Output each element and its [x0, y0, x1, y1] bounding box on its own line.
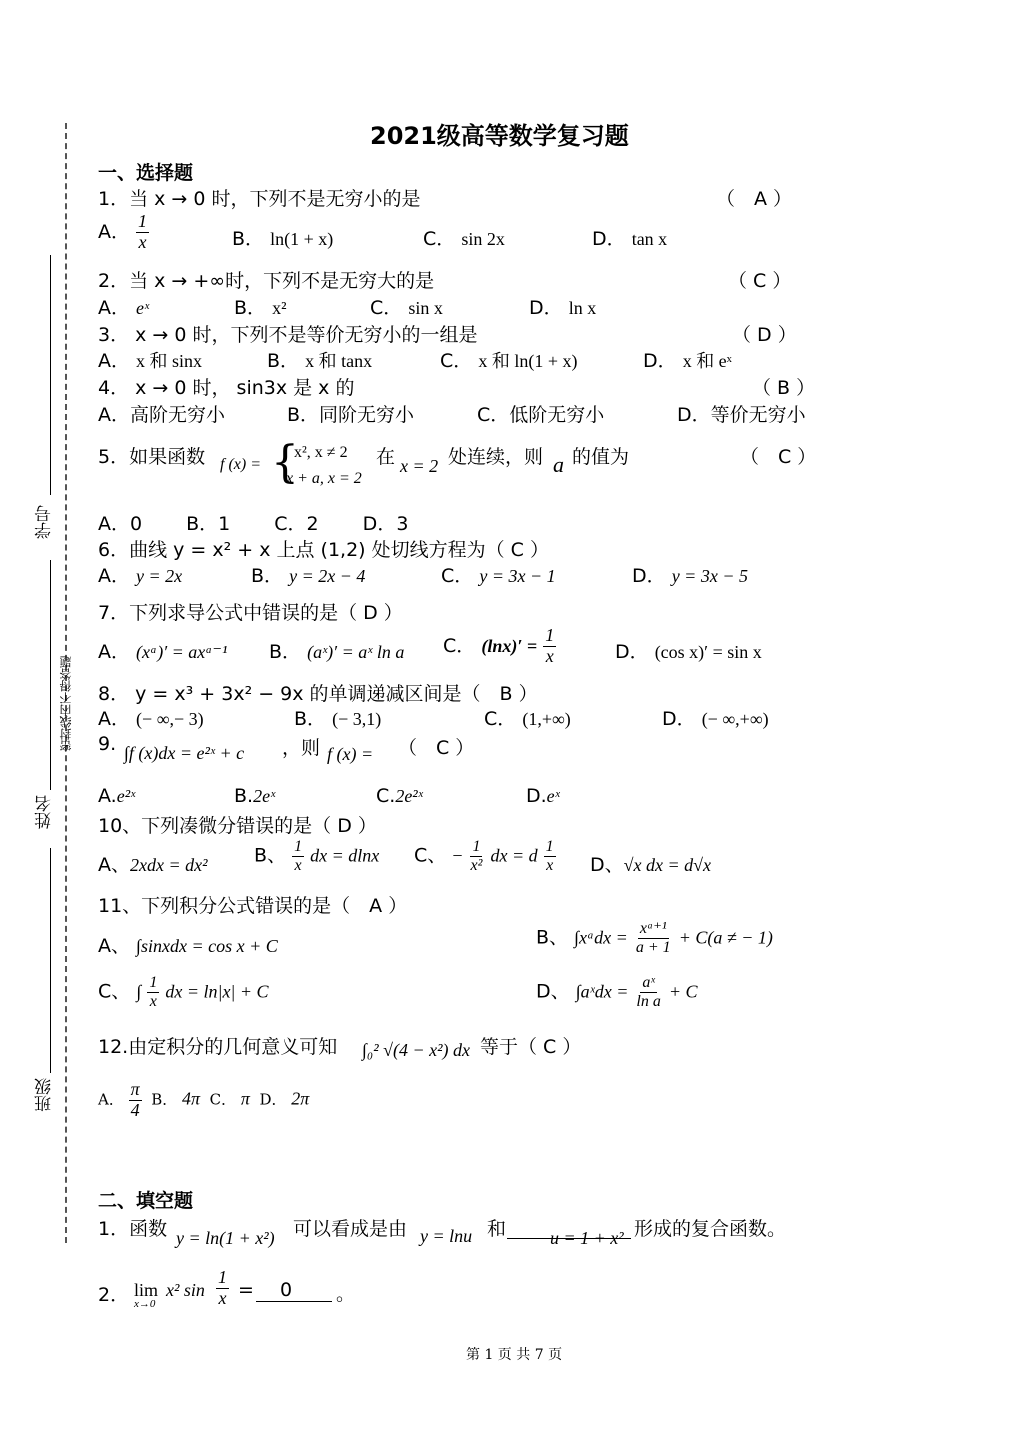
- q3-option-b: [267, 346, 372, 373]
- q11-d-den: ln a: [636, 992, 661, 1010]
- q3-option-c: [440, 346, 577, 373]
- q11-option-a: [98, 931, 278, 958]
- q1-option-b: [232, 224, 333, 251]
- q1-d-label: D．: [592, 228, 626, 250]
- fill2-post: 。: [336, 1283, 356, 1305]
- q9-b-label: B.: [234, 785, 254, 807]
- q5-brace: {: [271, 437, 299, 488]
- q5-mid: 在: [376, 446, 396, 468]
- q12-a-num: π: [130, 1079, 140, 1099]
- q2-a-math: eˣ: [136, 298, 150, 318]
- q10-b-num: 1: [294, 838, 303, 855]
- q12-b-math: 4π: [182, 1088, 201, 1109]
- q12-b-label: B．: [151, 1090, 178, 1109]
- q5-text: 5．如果函数: [98, 446, 206, 468]
- q10-option-b: [254, 838, 379, 874]
- q11-c-num: 1: [149, 974, 158, 991]
- q5-rest: 处连续，则: [448, 446, 544, 468]
- q12-integral: ∫₀² √(4 − x²) dx: [362, 1040, 470, 1060]
- q5-case-1: x², x ≠ 2: [294, 444, 348, 461]
- q5-answer: （ C ）: [740, 446, 817, 468]
- q8-a-label: A．: [98, 708, 130, 730]
- q2-a-label: A．: [98, 297, 130, 319]
- q1-a-label: A．: [98, 220, 130, 243]
- q3-text: 3． x → 0 时，下列不是等价无穷小的一组是: [98, 324, 478, 346]
- q3-b-math: x 和 tanx: [305, 351, 373, 371]
- q6-d-label: D．: [632, 565, 666, 587]
- q9-d-math: eˣ: [546, 786, 560, 806]
- fill2-answer: 0: [280, 1279, 293, 1301]
- q6-option-d: [632, 561, 748, 588]
- q11-c-fraction: [147, 974, 159, 1010]
- q11-text: 11、下列积分公式错误的是（ A ）: [98, 895, 408, 917]
- q3-c-label: C．: [440, 350, 473, 372]
- q11-b-den: a + 1: [635, 938, 671, 956]
- q8-d-label: D．: [662, 708, 696, 730]
- q12-text: 12.由定积分的几何意义可知: [98, 1036, 338, 1058]
- q6-option-c: [441, 561, 556, 588]
- q6-c-label: C．: [441, 565, 474, 587]
- q9-a-label: A.: [98, 785, 117, 807]
- q6-option-b: [251, 561, 365, 588]
- side-underline-1: [50, 255, 51, 495]
- q1-a-fraction: [136, 212, 149, 253]
- q10-b-math: dx = dlnx: [310, 845, 380, 866]
- q4-answer: （ B ）: [752, 377, 816, 399]
- q9-a-math: e²ˣ: [116, 786, 136, 806]
- q11-a-math: ∫sinxdx = cos x + C: [136, 936, 278, 956]
- q10-option-d: [590, 850, 711, 877]
- q7-c-label: C．: [443, 634, 476, 657]
- q12-options: [98, 1080, 309, 1121]
- q2-option-c: [370, 293, 443, 320]
- q5-options: A．0 B．1 C．2 D．3: [98, 513, 409, 535]
- q3-b-label: B．: [267, 350, 300, 372]
- q12-d-label: D．: [259, 1090, 287, 1109]
- q6-text: 6．曲线 y = x² + x 上点 (1,2) 处切线方程为（ C ）: [98, 539, 549, 561]
- q6-b-label: B．: [251, 565, 284, 587]
- q10-c-minus: −: [452, 845, 463, 866]
- q10-d-math: √x dx = d√x: [623, 855, 712, 875]
- fill2-lim-sub: x→0: [134, 1298, 156, 1310]
- q3-a-label: A．: [98, 350, 130, 372]
- q10-b-den: x: [294, 856, 302, 874]
- section-fill-heading: 二、填空题: [98, 1190, 194, 1212]
- q8-b-math: (− 3,1): [332, 709, 382, 729]
- q12-d-math: 2π: [291, 1088, 310, 1109]
- fill1-u: u = 1 + x²: [550, 1228, 624, 1248]
- q7-option-d: [615, 637, 762, 664]
- q6-c-math: y = 3x − 1: [479, 566, 556, 586]
- q10-text: 10、下列凑微分错误的是（ D ）: [98, 815, 377, 837]
- q1-b-label: B．: [232, 228, 265, 250]
- q10-c-num: 1: [472, 838, 481, 855]
- q3-d-label: D．: [643, 350, 677, 372]
- q7-b-label: B．: [269, 641, 302, 663]
- fill2-lim: lim: [134, 1280, 159, 1300]
- side-underline-2: [50, 560, 51, 790]
- page-footer: 第 1 页 共 7 页: [466, 1347, 563, 1363]
- fill2-num: 1: [218, 1267, 227, 1287]
- q3-d-math: x 和 eˣ: [682, 351, 732, 371]
- q1-option-d: [592, 224, 667, 251]
- q11-d-num: aˣ: [642, 974, 655, 991]
- q10-c-fraction: [469, 838, 485, 874]
- q7-option-b: [269, 637, 404, 664]
- q7-d-label: D．: [615, 641, 649, 663]
- q9-option-b: [234, 785, 275, 807]
- q2-c-math: sin x: [408, 298, 443, 318]
- q8-d-math: (− ∞,+∞): [701, 709, 769, 729]
- q10-b-label: B、: [254, 844, 287, 867]
- q10-option-c: [414, 838, 556, 874]
- q5-case-2: x + a, x = 2: [286, 470, 362, 487]
- fill2-fraction: [216, 1268, 229, 1309]
- q1-b-math: ln(1 + x): [270, 229, 334, 249]
- q2-b-label: B．: [234, 297, 267, 319]
- q7-text: 7．下列求导公式中错误的是（ D ）: [98, 602, 403, 624]
- q2-b-math: x²: [272, 298, 287, 318]
- q2-d-label: D．: [529, 297, 563, 319]
- q5-x-equals-2: x = 2: [400, 456, 439, 476]
- q4-option-a: A．高阶无穷小: [98, 404, 225, 426]
- fill1-mid: 可以看成是由: [293, 1218, 408, 1240]
- q6-option-a: [98, 561, 182, 588]
- q1-option-c: [423, 224, 505, 251]
- q8-b-label: B．: [294, 708, 327, 730]
- q7-a-label: A．: [98, 641, 130, 663]
- seal-notice: 密封线内不得答题: [59, 656, 73, 752]
- q10-c-label: C、: [414, 844, 447, 867]
- q7-option-a: [98, 637, 227, 664]
- q7-c-den: x: [545, 645, 554, 666]
- q11-c-label: C、: [98, 980, 131, 1003]
- fill1-y: y = ln(1 + x²): [176, 1228, 275, 1248]
- q10-c-num2: 1: [545, 838, 554, 855]
- q8-option-b: [294, 704, 381, 731]
- q11-d-post: + C: [668, 981, 698, 1002]
- q10-a-label: A、: [98, 854, 130, 876]
- q11-c-den: x: [149, 992, 157, 1010]
- q9-c-math: 2e²ˣ: [395, 786, 423, 806]
- q3-a-math: x 和 sinx: [136, 351, 203, 371]
- q9-b-math: 2eˣ: [253, 786, 276, 806]
- q11-option-c: [98, 974, 269, 1010]
- q12-rest: 等于（ C ）: [480, 1036, 582, 1058]
- q7-option-c: [443, 626, 556, 667]
- q2-answer: （ C ）: [728, 270, 792, 292]
- q12-c-math: π: [240, 1088, 250, 1109]
- q9-fx: f (x) =: [327, 744, 374, 764]
- q8-option-c: [484, 704, 571, 731]
- q1-answer: （ A ）: [716, 188, 793, 210]
- q2-option-b: [234, 293, 287, 320]
- q3-c-math: x 和 ln(1 + x): [478, 351, 578, 371]
- q8-c-label: C．: [484, 708, 517, 730]
- q1-a-num: 1: [138, 211, 148, 231]
- page-title: 2021级高等数学复习题: [370, 122, 629, 150]
- q6-a-math: y = 2x: [136, 566, 183, 586]
- q7-d-math: (cos x)′ = sin x: [654, 642, 762, 662]
- fill2-den: x: [218, 1287, 227, 1308]
- q8-option-a: [98, 704, 204, 731]
- q8-a-math: (− ∞,− 3): [136, 709, 204, 729]
- q7-a-math: (xᵃ)′ = axᵃ⁻¹: [136, 642, 228, 662]
- q2-c-label: C．: [370, 297, 403, 319]
- q11-option-d: [536, 974, 698, 1010]
- q9-c-label: C.: [376, 785, 396, 807]
- q1-a-den: x: [138, 231, 147, 252]
- q2-option-a: [98, 293, 149, 320]
- section-choice-heading: 一、选择题: [98, 162, 194, 184]
- q11-b-num: xᵃ⁺¹: [639, 920, 667, 937]
- side-label-name: 姓名: [35, 795, 55, 829]
- q8-text: 8． y = x³ + 3x² − 9x 的单调递减区间是（ B ）: [98, 683, 538, 705]
- q12-a-label: A．: [98, 1090, 124, 1109]
- q4-option-d: D．等价无穷小: [677, 404, 806, 426]
- q4-option-b: B．同阶无穷小: [287, 404, 415, 426]
- q7-c-num: 1: [545, 625, 555, 645]
- q11-d-fraction: [634, 974, 662, 1010]
- q10-option-a: [98, 850, 208, 877]
- q3-option-d: [643, 346, 732, 373]
- q3-answer: （ D ）: [732, 324, 797, 346]
- q12-c-label: C．: [209, 1090, 237, 1109]
- q11-option-b: [536, 920, 773, 956]
- q1-c-math: sin 2x: [461, 229, 505, 249]
- side-label-student-id: 学号: [35, 505, 55, 539]
- q5-a-var: a: [553, 452, 564, 477]
- q12-a-den: 4: [130, 1099, 140, 1120]
- q2-text: 2．当 x → +∞时，下列不是无穷大的是: [98, 270, 435, 292]
- q9-option-d: [526, 785, 560, 807]
- q6-b-math: y = 2x − 4: [289, 566, 366, 586]
- q4-option-c: C．低阶无穷小: [477, 404, 605, 426]
- fill2-equals: =: [238, 1279, 254, 1301]
- fill1-post: 形成的复合函数。: [634, 1218, 787, 1240]
- q10-c-den: x²: [470, 856, 483, 874]
- fill2-pre: 2．: [98, 1284, 130, 1306]
- q6-a-label: A．: [98, 565, 130, 587]
- q8-option-d: [662, 704, 769, 731]
- q1-c-label: C．: [423, 228, 456, 250]
- q10-c-den2: x: [546, 856, 554, 874]
- side-label-class: 班级: [35, 1078, 55, 1112]
- q11-b-post: + C(a ≠ − 1): [678, 927, 773, 948]
- q1-option-a: [98, 212, 149, 253]
- q9-integral: ∫f (x)dx = e²ˣ + c: [124, 743, 245, 763]
- q7-b-math: (aˣ)′ = aˣ ln a: [307, 642, 405, 662]
- q11-c-post: dx = ln|x| + C: [165, 981, 269, 1002]
- q10-c-fraction-2: [544, 838, 556, 874]
- q4-text: 4． x → 0 时， sin3x 是 x 的: [98, 377, 355, 399]
- q9-d-label: D.: [526, 785, 547, 807]
- q5-tail: 的值为: [572, 446, 630, 468]
- fill2-expr: x² sin: [166, 1280, 205, 1300]
- q6-d-math: y = 3x − 5: [671, 566, 748, 586]
- q3-option-a: [98, 346, 202, 373]
- q9-option-c: [376, 785, 423, 807]
- q11-d-pre: ∫aˣdx =: [575, 981, 629, 1002]
- q2-option-d: [529, 293, 596, 320]
- q2-d-math: ln x: [568, 298, 597, 318]
- fill1-y2: y = lnu: [420, 1226, 473, 1246]
- q10-a-math: 2xdx = dx²: [130, 855, 208, 875]
- q9-number: 9.: [98, 733, 117, 755]
- q11-b-label: B、: [536, 926, 569, 949]
- q11-a-label: A、: [98, 935, 130, 957]
- q10-c-mid: dx = d: [490, 845, 538, 866]
- q9-answer: （ C ）: [398, 737, 475, 759]
- q5-function-name: f (x) =: [220, 456, 261, 473]
- q11-b-pre: ∫xᵃdx =: [574, 927, 628, 948]
- q7-c-fraction: [543, 626, 556, 667]
- q8-c-math: (1,+∞): [522, 709, 571, 729]
- q12-a-fraction: [129, 1080, 142, 1121]
- q11-c-integral: ∫: [136, 981, 142, 1002]
- fill1-pre: 1．函数: [98, 1218, 168, 1240]
- q10-d-label: D、: [590, 854, 624, 876]
- q11-b-fraction: [634, 920, 673, 956]
- q1-d-math: tan x: [631, 229, 668, 249]
- q9-option-a: [98, 785, 135, 807]
- fill1-and: 和: [487, 1218, 507, 1240]
- side-underline-3: [50, 848, 51, 1073]
- q1-text: 1．当 x → 0 时，下列不是无穷小的是: [98, 188, 421, 210]
- q10-b-fraction: [292, 838, 304, 874]
- fill2-answer-blank: [256, 1279, 332, 1302]
- q9-then: ，则: [282, 737, 321, 759]
- q11-d-label: D、: [536, 980, 570, 1003]
- q7-c-math: (lnx)′ =: [481, 635, 538, 656]
